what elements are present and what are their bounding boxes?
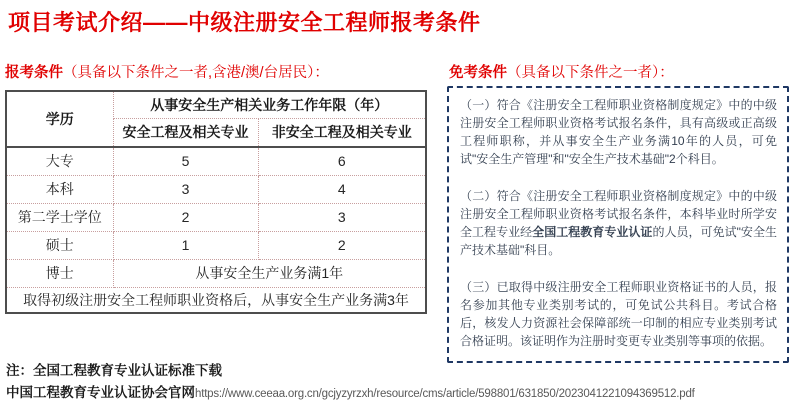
subheader-nonsafety-major: 非安全工程及相关专业 xyxy=(258,118,426,147)
years-nonsafety-cell: 4 xyxy=(258,175,426,203)
table-row xyxy=(6,147,426,175)
table-row xyxy=(6,175,426,203)
junior-cert-note-cell: 取得初级注册安全工程师职业资格后，从事安全生产业务满3年 xyxy=(6,287,426,313)
work-years-span-header: 从事安全生产相关业务工作年限（年） xyxy=(113,91,426,118)
exempt-item-2-bold: 全国工程教育专业认证 xyxy=(532,225,653,239)
years-safety-cell: 3 xyxy=(113,175,258,203)
enroll-conditions-heading xyxy=(5,61,329,82)
table-footer-row xyxy=(6,287,426,313)
years-nonsafety-cell: 6 xyxy=(258,147,426,175)
exempt-item-2-text: （二）符合《注册安全工程师职业资格制度规定》中的中级注册安全工程师职业资格考试报名条件，本科毕业时所学安全工程专业经 xyxy=(460,189,777,239)
exempt-item-3-text: （三）已取得中级注册安全工程师职业资格证书的人员，报名参加其他专业类别考试的，可免试公共科目。考试合格后，核发人力资源社会保障部统一印制的相应专业类别考试合格证明。该证明作为注册时变更专业类别等事项的依据。 xyxy=(460,280,777,348)
resource-url[interactable]: https://www.ceeaa.org.cn/gcjyzyrzxh/resource/cms/article/598801/631850/2023041221094369512.pdf xyxy=(195,388,695,400)
exempt-item-2: （二）符合《注册安全工程师职业资格制度规定》中的中级注册安全工程师职业资格考试报名条件，本科毕业时所学安全工程专业经全国工程教育专业认证的人员，可免试"安全生产技术基础"科目。 xyxy=(460,189,777,257)
enroll-heading-detail: （具备以下条件之一者,含港/澳/台居民）： xyxy=(63,65,329,81)
source-line xyxy=(6,381,695,401)
table-row xyxy=(6,231,426,259)
exempt-item-3 xyxy=(460,278,777,350)
edu-level-cell: 第二学士学位 xyxy=(6,203,113,231)
edu-level-cell: 硕士 xyxy=(6,231,113,259)
years-nonsafety-cell: 3 xyxy=(258,203,426,231)
subheader-safety-major: 安全工程及相关专业 xyxy=(113,118,258,147)
exempt-item-1 xyxy=(460,96,777,168)
exempt-item-1-text: （一）符合《注册安全工程师职业资格制度规定》中的中级注册安全工程师职业资格考试报名条件，具有高级或正高级工程师职称，并从事安全生产业务满10年的人员，可免试"安全生产管理"和"安全生产技术基础"2个科目。 xyxy=(460,98,777,166)
years-safety-cell: 1 xyxy=(113,231,258,259)
edu-level-cell: 博士 xyxy=(6,259,113,287)
exempt-heading-detail: （具备以下条件之一者）： xyxy=(507,65,674,81)
table-row xyxy=(6,203,426,231)
exempt-conditions-box xyxy=(447,86,789,363)
edu-level-cell: 大专 xyxy=(6,147,113,175)
download-note: 注：全国工程教育专业认证标准下载 xyxy=(6,363,222,378)
table-header-row-1 xyxy=(6,91,426,118)
exempt-conditions-heading xyxy=(449,61,674,82)
years-nonsafety-cell: 2 xyxy=(258,231,426,259)
exempt-heading-lead: 免考条件 xyxy=(449,65,507,81)
phd-span-cell: 从事安全生产业务满1年 xyxy=(113,259,426,287)
site-label: 中国工程教育专业认证协会官网 xyxy=(6,385,195,400)
years-safety-cell: 5 xyxy=(113,147,258,175)
requirements-table xyxy=(5,90,427,314)
education-column-header: 学历 xyxy=(6,91,113,147)
years-safety-cell: 2 xyxy=(113,203,258,231)
table-row xyxy=(6,259,426,287)
edu-level-cell: 本科 xyxy=(6,175,113,203)
page-title: 项目考试介绍——中级注册安全工程师报考条件 xyxy=(8,10,481,35)
enroll-heading-lead: 报考条件 xyxy=(5,65,63,81)
